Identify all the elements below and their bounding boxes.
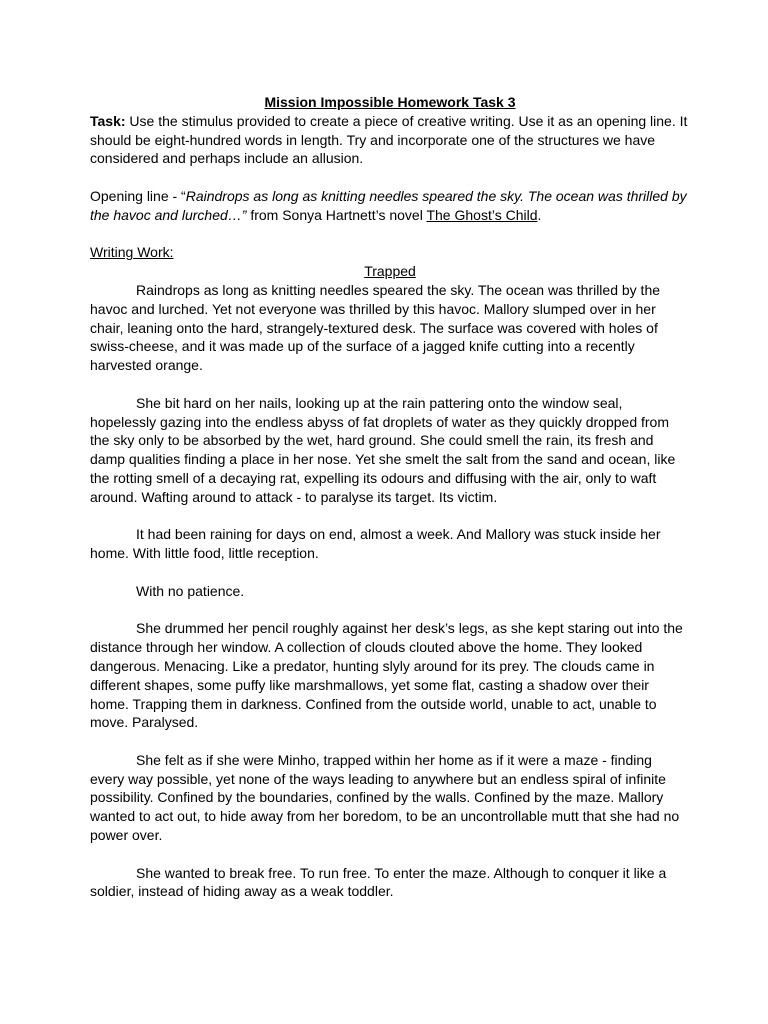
story-paragraph: Raindrops as long as knitting needles speared the sky. The ocean was thrilled by the havoc and lurched. Yet not everyone was thrilled by this havoc. Mallory slumped over in her chair, leaning onto the hard, strangely-textured desk. The surface was covered with holes of swiss-cheese, and it was made up of the surface of a jagged knife cutting into a recently harvested orange. — [90, 281, 661, 374]
opening-quote: Raindrops as long as knitting needles speared the sky. The ocean was thrilled by the havoc and lurched…” — [90, 187, 687, 223]
task-paragraph — [90, 112, 690, 168]
opening-middle: from Sonya Hartnett’s novel — [246, 206, 427, 223]
task-text: Use the stimulus provided to create a piece of creative writing. Use it as an opening line. It should be eight-hundred words in length. Try and incorporate one of the structures we have considered and perhaps include an allusion. — [90, 112, 688, 167]
story-paragraph: She bit hard on her nails, looking up at the rain pattering onto the window seal, hopelessly gazing into the endless abyss of fat droplets of water as they quickly dropped from the sky only to be absorbed by the wet, hard ground. She could smell the rain, its fresh and damp qualities finding a place in her nose. Yet she smelt the salt from the sand and ocean, like the rotting smell of a decaying rat, expelling its odours and diffusing with the air, only to waft around. Wafting around to attack - to paralyse its target. Its victim. — [90, 394, 676, 505]
story-paragraph: With no patience. — [136, 582, 245, 599]
story-paragraph: She drummed her pencil roughly against her desk’s legs, as she kept staring out into the distance through her window. A collection of clouds clouted above the home. They looked dangerous. Menacing. Like a predator, hunting slyly around for its prey. The clouds came in different shapes, some puffy like marshmallows, yet some flat, casting a shadow over their home. Trapping them in darkness. Confined from the outside world, unable to act, unable to move. Paralysed. — [90, 620, 683, 731]
document-body — [90, 93, 690, 901]
task-label: Task: — [90, 112, 126, 129]
opening-prefix: Opening line - “ — [90, 187, 186, 204]
writing-work-label: Writing Work: — [90, 244, 174, 261]
novel-title: The Ghost’s Child — [426, 206, 538, 223]
story-paragraph: She wanted to break free. To run free. To enter the maze. Although to conquer it like a soldier, instead of hiding away as a weak toddler. — [90, 864, 667, 900]
opening-suffix: . — [537, 206, 542, 223]
document-title: Mission Impossible Homework Task 3 — [264, 94, 516, 110]
story-title: Trapped — [364, 263, 416, 280]
story-paragraph: She felt as if she were Minho, trapped within her home as if it were a maze - finding every way possible, yet none of the ways leading to anywhere but an endless spiral of infinite possibility. Confined by the boundaries, confined by the walls. Confined by the maze. Mallory wanted to act out, to hide away from her boredom, to be an uncontrollable mutt that she had no power over. — [90, 751, 680, 844]
opening-line-paragraph — [90, 187, 690, 225]
story-paragraph: It had been raining for days on end, almost a week. And Mallory was stuck inside her home. With little food, little reception. — [90, 526, 661, 562]
